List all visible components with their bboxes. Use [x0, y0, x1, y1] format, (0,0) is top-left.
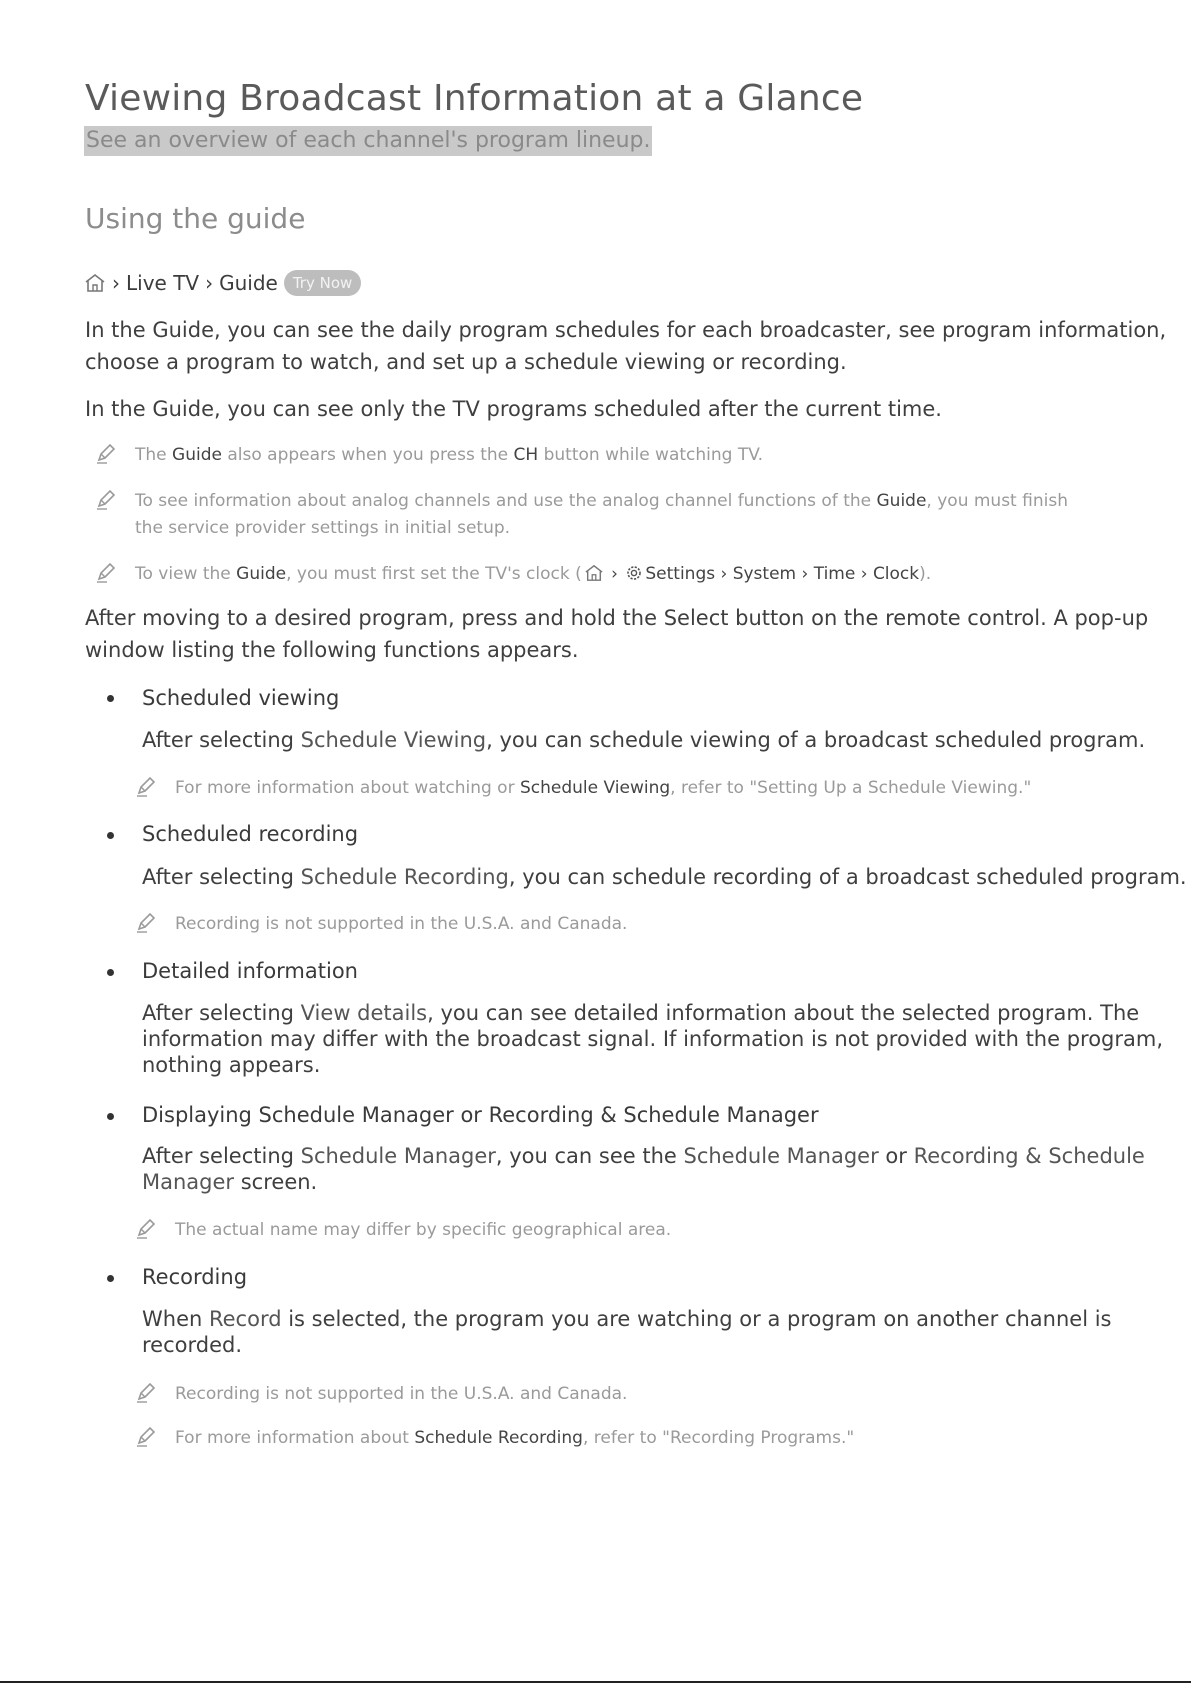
page-subtitle: See an overview of each channel's program lineup. — [84, 126, 652, 156]
breadcrumb — [84, 270, 361, 296]
note-recording-not-supported-2: Recording is not supported in the U.S.A. and Canada. — [135, 1381, 627, 1408]
bullet-dot — [107, 969, 114, 976]
breadcrumb-item-guide: Guide — [219, 271, 278, 295]
gear-icon — [625, 564, 643, 582]
intro-line: In the Guide, you can see the daily program schedules for each broadcaster, see program information, — [85, 318, 1167, 342]
after-paragraph — [85, 602, 1148, 666]
after-line: After moving to a desired program, press and hold the Select button on the remote control. A pop-up — [85, 606, 1149, 630]
page-title: Viewing Broadcast Information at a Glance — [85, 78, 864, 119]
pencil-note-icon — [95, 442, 117, 464]
pencil-note-icon — [95, 561, 117, 583]
intro-line: choose a program to watch, and set up a schedule viewing or recording. — [85, 350, 847, 374]
home-icon — [584, 564, 604, 582]
section-title: Using the guide — [85, 202, 306, 235]
pencil-note-icon — [135, 1425, 157, 1447]
home-icon — [84, 273, 106, 293]
pencil-note-icon — [135, 1217, 157, 1239]
bullet-dot — [107, 832, 114, 839]
item-heading-detailed-information: Detailed information — [142, 959, 358, 983]
intro-paragraph-1 — [85, 314, 1166, 378]
note-guide-ch: The Guide also appears when you press the CH button while watching TV. — [95, 442, 763, 469]
item-heading-scheduled-recording: Scheduled recording — [142, 822, 359, 846]
page-bottom-rule — [0, 1681, 1191, 1683]
breadcrumb-item-live-tv: Live TV — [126, 271, 200, 295]
item-text-schedule-manager: After selecting Schedule Manager, you can see the Schedule Manager or Recording & Schedule Manager screen. — [142, 1144, 1145, 1194]
pencil-note-icon — [135, 775, 157, 797]
chevron-right-icon: › — [112, 271, 120, 295]
try-now-button[interactable]: Try Now — [284, 270, 361, 296]
after-line: window listing the following functions appears. — [85, 638, 579, 662]
bullet-dot — [107, 695, 114, 702]
item-text-scheduled-viewing: After selecting Schedule Viewing, you can schedule viewing of a broadcast scheduled program. — [142, 728, 1146, 752]
note-recording-programs: For more information about Schedule Recording, refer to "Recording Programs." — [135, 1425, 854, 1452]
item-heading-schedule-manager: Displaying Schedule Manager or Recording & Schedule Manager — [142, 1103, 819, 1127]
note-set-clock: To view the Guide, you must first set the TV's clock ( › Settings › System › Time › Clock). — [95, 561, 931, 588]
item-text-scheduled-recording: After selecting Schedule Recording, you can schedule recording of a broadcast scheduled program. — [142, 865, 1187, 889]
bullet-dot — [107, 1113, 114, 1120]
note-analog-channels: To see information about analog channels and use the analog channel functions of the Guide, you must finish the service provider settings in initial setup. — [95, 488, 1068, 542]
pencil-note-icon — [135, 1381, 157, 1403]
note-geographical-area: The actual name may differ by specific geographical area. — [135, 1217, 671, 1244]
chevron-right-icon: › — [205, 271, 214, 295]
pencil-note-icon — [135, 911, 157, 933]
note-schedule-viewing: For more information about watching or Schedule Viewing, refer to "Setting Up a Schedule Viewing." — [135, 775, 1031, 802]
bullet-dot — [107, 1275, 114, 1282]
item-text-recording: When Record is selected, the program you are watching or a program on another channel is recorded. — [142, 1307, 1112, 1357]
note-recording-not-supported: Recording is not supported in the U.S.A. and Canada. — [135, 911, 627, 938]
item-text-detailed-information: After selecting View details, you can see detailed information about the selected program. The information may differ with the broadcast signal. If information is not provided with the program, nothing appears. — [142, 1001, 1164, 1077]
intro-paragraph-2: In the Guide, you can see only the TV programs scheduled after the current time. — [85, 397, 942, 421]
item-heading-recording: Recording — [142, 1265, 248, 1289]
item-heading-scheduled-viewing: Scheduled viewing — [142, 686, 340, 710]
pencil-note-icon — [95, 488, 117, 510]
